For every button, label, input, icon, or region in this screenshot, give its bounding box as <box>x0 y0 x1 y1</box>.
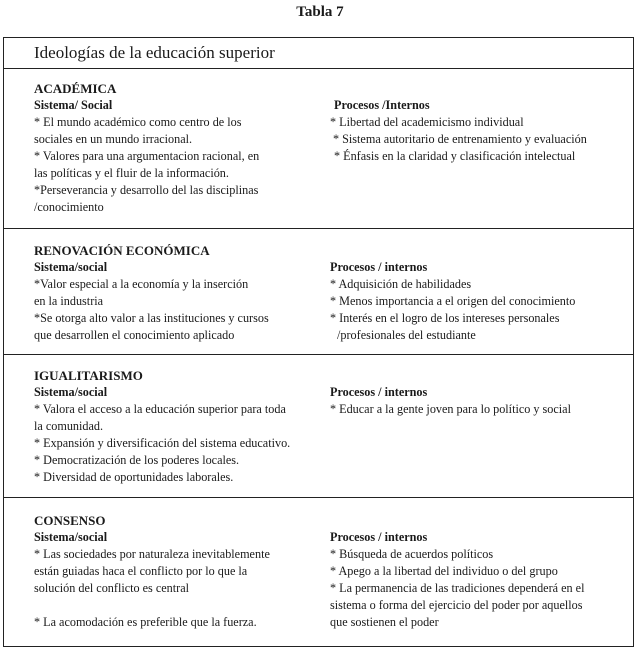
list-item: sociales en un mundo irracional. <box>34 132 193 146</box>
list-spacer <box>34 597 324 614</box>
column-heading: Sistema/social <box>34 530 108 544</box>
list-item: * Interés en el logro de los intereses personales <box>330 311 560 325</box>
list-item: * Democratización de los poderes locales. <box>34 453 240 467</box>
section-igualitarismo <box>4 355 633 498</box>
list-item: * Énfasis en la claridad y clasificación intelectual <box>334 149 576 163</box>
list-item: sistema o forma del ejercicio del poder por aquellos <box>330 598 583 612</box>
procesos-internos-column <box>330 97 630 165</box>
list-item: *Valor especial a la economía y la inserción <box>34 277 249 291</box>
list-item: que desarrollen el conocimiento aplicado <box>34 328 235 342</box>
list-item: * Adquisición de habilidades <box>330 277 472 291</box>
sistema-social-column <box>34 259 324 344</box>
list-item: * Libertad del academicismo individual <box>330 115 524 129</box>
list-item: * La permanencia de las tradiciones dependerá en el <box>330 581 585 595</box>
section-title: IGUALITARISMO <box>34 368 143 383</box>
list-item: solución del conflicto es central <box>34 581 189 595</box>
procesos-internos-column <box>330 529 630 631</box>
column-heading: Procesos / internos <box>330 385 428 399</box>
section-consenso <box>4 498 633 646</box>
section-title: CONSENSO <box>34 513 106 528</box>
column-heading: Sistema/ Social <box>34 98 113 112</box>
list-item: las políticas y el fluir de la información. <box>34 166 229 180</box>
column-heading: Sistema/social <box>34 260 108 274</box>
section-title: RENOVACIÓN ECONÓMICA <box>34 243 210 258</box>
column-heading: Procesos / internos <box>330 530 428 544</box>
section-title: ACADÉMICA <box>34 81 117 96</box>
table-title: Ideologías de la educación superior <box>4 38 633 69</box>
column-heading: Sistema/social <box>34 385 108 399</box>
list-item: * Valores para una argumentacion racional, en <box>34 149 260 163</box>
table-caption: Tabla 7 <box>296 4 344 20</box>
list-item: * La acomodación es preferible que la fuerza. <box>34 615 257 629</box>
list-item: * Menos importancia a el origen del conocimiento <box>330 294 576 308</box>
sistema-social-column <box>34 384 324 486</box>
list-item: *Se otorga alto valor a las instituciones y cursos <box>34 311 269 325</box>
list-item: *Perseverancia y desarrollo del las disciplinas <box>34 183 259 197</box>
list-item: * Diversidad de oportunidades laborales. <box>34 470 234 484</box>
section-renovacion-economica <box>4 229 633 355</box>
list-item: * Búsqueda de acuerdos políticos <box>330 547 494 561</box>
section-academica <box>4 69 633 229</box>
list-item: en la industria <box>34 294 104 308</box>
list-item: * Expansión y diversificación del sistema educativo. <box>34 436 291 450</box>
list-item: * Valora el acceso a la educación superior para toda <box>34 402 286 416</box>
sistema-social-column <box>34 529 324 631</box>
list-item: * Las sociedades por naturaleza inevitablemente <box>34 547 270 561</box>
list-item: /conocimiento <box>34 200 104 214</box>
list-item: * El mundo académico como centro de los <box>34 115 242 129</box>
sistema-social-column <box>34 97 324 216</box>
procesos-internos-column <box>330 384 630 418</box>
list-item: están guiadas haca el conflicto por lo que la <box>34 564 248 578</box>
list-item: * Sistema autoritario de entrenamiento y evaluación <box>333 132 587 146</box>
list-item: que sostienen el poder <box>330 615 439 629</box>
column-heading: Procesos / internos <box>330 260 428 274</box>
list-item: /profesionales del estudiante <box>337 328 476 342</box>
column-heading: Procesos /Internos <box>334 98 430 112</box>
procesos-internos-column <box>330 259 630 344</box>
ideologies-table <box>3 37 634 647</box>
list-item: * Educar a la gente joven para lo político y social <box>330 402 571 416</box>
list-item: * Apego a la libertad del individuo o del grupo <box>330 564 558 578</box>
list-item: la comunidad. <box>34 419 104 433</box>
